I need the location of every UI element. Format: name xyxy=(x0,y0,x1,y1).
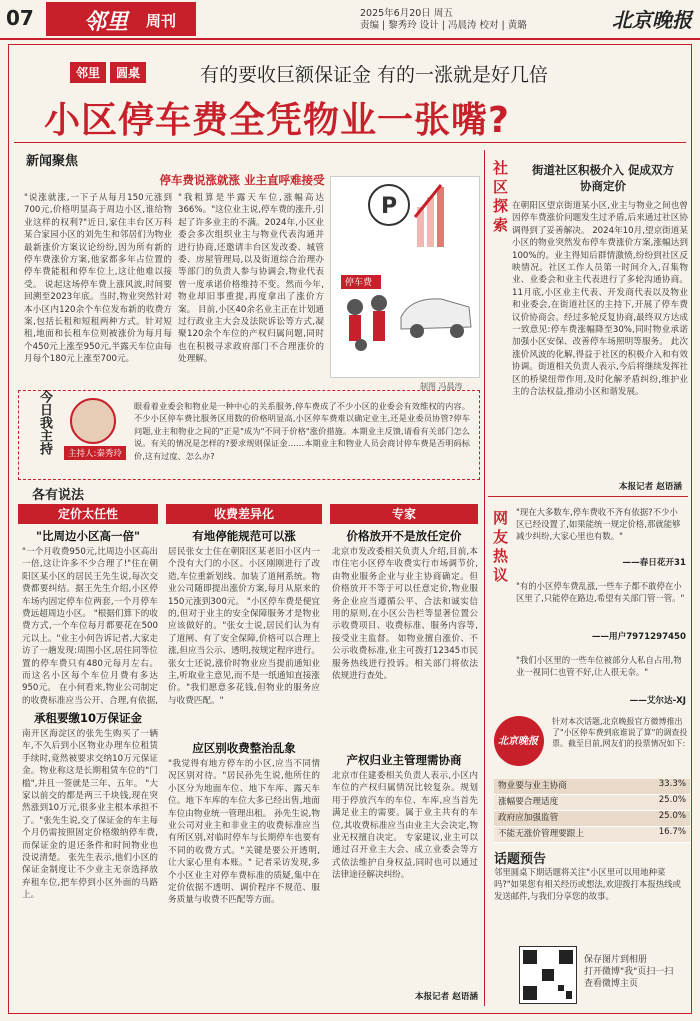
view-h6: 产权归业主管理需协商 xyxy=(346,753,462,767)
netizen-quote-2: "有的小区停车费乱涨,一些车子都不敢停在小区里了,只能停在路边,希望有关部门管一管。" xyxy=(516,581,685,603)
view-h1: "比周边小区高一倍" xyxy=(36,529,140,543)
poll-table xyxy=(494,779,690,843)
view-h2: 承租要缴10万保证金 xyxy=(33,711,142,725)
view-t3: 居民张女士住在朝阳区某老旧小区内一个没有大门的小区。小区刚刚进行了改造,车位重新划线、加装了道闸系统。物业公司随即提出涨价方案,每月从原来的150元涨到300元。 "小区停车费是便宜的,但对于业主的安全保障服务才是物业应该做好的。"张女士说,居民们认为有了道闸、有了安全保障,价格可以合理上涨,但应当公示、透明,按规定程序进行。 张女士还说,涨价时物业应当提前通知业主,听取业主意见,而不是一纸通知直接涨价。"我们愿意多花钱,但物业的服务应与收费匹配。" xyxy=(168,547,320,706)
column-rule xyxy=(484,150,485,1006)
view-t1: "一个月收费950元,比周边小区高出一倍,这让许多不少合理了!"住在朝阳区某小区的居民王先生说,每次交费都要纠结。据王先生介绍,小区停车场内固定停车位两套,一个月停车费远超周边小区。 "根据们算下的收费方式,一个车位每月都要花在500元以上。"业主小何告诉记者,大家走访了一趟发现:周围小区,居住同等位置的停车费只有480元每月左右。而这名小区每个车位月费有多达950元。 在小何看来,物业公司制定的收费标准应当公开、合理,有依据, xyxy=(22,547,158,704)
news-col2: "我粗算是半露天车位,涨幅高达366%。"这位业主说,停车费的涨升,引起了许多业主的不满。2024年,小区业委会多次组织业主与物业代表沟通并进行协商,还邀请丰台区发改委、城管委、房屋管理局,以及街道综合治理办等部门的负责人参与协调会,物业代表曾一度承诺价格维持不变。然而今年,物业却旧事重提,再度拿出了涨价方案。 目前,小区40余名业主正在计划通过行政业主大会及法院诉讼等方式,凝聚120余个车位的产权归属问题,同时也在积极寻求政府部门不合理涨价的处理解。 xyxy=(178,193,324,365)
divider-2 xyxy=(488,496,688,497)
view-h4: 应区别收费整治乱象 xyxy=(192,741,296,755)
column-banner xyxy=(46,2,196,36)
page-number: 07 xyxy=(6,6,34,30)
view-t5: 北京市发改委相关负责人介绍,目前,本市住宅小区停车收费实行市场调节价,由物业服务企业与业主协商确定。但价格放开不等于可以任意定价,物业服务企业应当遵循公平、合法和诚实信用的原则,在小区公告栏等显著位置公示收费项目、收费标准、服务内容等,接受业主监督。 如物业擅自涨价、不公示收费标准,业主可拨打12345市民服务热线进行投诉。相关部门将依法依规进行查处。 xyxy=(332,547,478,682)
netizen-author-3: ——艾尔达-XJ xyxy=(629,696,686,706)
qr-line-2: 打开微博"我"页扫一扫 xyxy=(584,967,674,977)
host-text: 眼看着业委会和物业是一种中心的关系服务,停车费成了不少小区的业委会有效维权的内容。不少小区停车费比服务区用数的价格明显高,小区停车费难以确定业主,还是业委员协管?停车问题,业主和物业之间的"正是"成为"不同于价格"涨价措施。本期业主反馈,请看有关部门怎么说。有关的情况是怎样的?要求规则保证金……本期业主和物业人员会商讨停车费是否明码标价,这有过度、怎么办? xyxy=(134,401,470,461)
weibo-badge xyxy=(494,716,544,766)
masthead-info xyxy=(360,8,527,32)
poll-row: 不能无涨价管理要跟上 16.7% xyxy=(494,827,690,843)
column-suffix: 周刊 xyxy=(146,12,177,30)
netizen-author-1: ——春日花开31 xyxy=(622,558,686,568)
view-t4: "我觉得有地方停车的小区,应当不同情况区别对待。"居民孙先生说,他所住的小区分为地面车位、地下车库、露天车位。地下车库的车位大多已经出售,地面车位由物业统一管理出租。 孙先生说,物业公司对业主和非业主的收费标准应当有所区别,对临时停车与长期停车也要有不同的收费方式。"关键是要公开透明,让大家心里有本账。" 记者采访发现,多个小区业主对停车费标准的质疑,集中在定价依据不透明、调价程序不规范、服务质量与收费不匹配等方面。 xyxy=(168,759,320,906)
svg-text:P: P xyxy=(381,194,398,219)
qr-line-1: 保存图片到相册 xyxy=(584,955,648,965)
illustration-caption: 制图 冯晨涛 xyxy=(420,382,463,391)
view-h3: 有地停能规范可以涨 xyxy=(192,529,296,543)
view-bar-3: 专家 xyxy=(330,504,478,524)
poll-row: 物业要与业主协商 33.3% xyxy=(494,779,690,795)
qr-instructions xyxy=(584,954,690,990)
host-name-tag: 主持人:秦秀玲 xyxy=(64,446,126,460)
view-h5: 价格放开不是放任定价 xyxy=(346,529,462,543)
divider xyxy=(14,142,686,143)
view-t6: 北京市住建委相关负责人表示,小区内车位的产权归属情况比较复杂。规划用于停放汽车的车位、车库,应当首先满足业主的需要。属于业主共有的车位,其收费标准应当由业主大会决定,物业无权擅自决定。 专家建议,业主可以通过召开业主大会、成立业委会等方式依法维护自身权益,同时也可以通过法律途径解决纠纷。 xyxy=(332,771,478,881)
kicker xyxy=(70,62,190,82)
kicker-b: 圆桌 xyxy=(110,62,146,83)
host-avatar xyxy=(70,398,116,444)
kicker-a: 邻里 xyxy=(70,62,106,83)
column-name: 邻里 xyxy=(84,10,129,35)
qr-line-3: 查看微博主页 xyxy=(584,979,639,989)
news-subtitle: 停车费说涨就涨 业主直呼难接受 xyxy=(159,173,325,187)
news-section-title: 新闻聚焦 xyxy=(26,154,79,169)
preview-text: 邻里圆桌下期话题将关注"小区里可以用地种菜吗?"如果您有相关经历或想法,欢迎拨打本报热线或发送邮件,与我们分享您的故事。 xyxy=(494,867,681,901)
news-col1: "说涨就涨,一下子从每月150元涨到700元,价格明显高于周边小区,谁给物业这样的权利?"近日,家住丰台区万科某合家园小区的刘先生和邻居们为物业最新涨价方案议论纷纷,因为所有新的停车费涨价方案,他家都多年占位置的停车费能租和停车位上,这让他难以接受。 说起这场停车费上涨风波,时间要回溯至2023年底。当时,物业突然针对本小区内120余个车位发布新的收费方案,包括长租和短租两种方式。针对短租,地面和长租车位则被涨价为每月每个450元上涨至950元,半露天车位由每月每个180元上涨至700元。 xyxy=(24,193,172,365)
parking-art xyxy=(331,177,479,377)
badge-logo: 北京晚报 xyxy=(498,736,538,747)
date-line: 2025年6月20日 周五 xyxy=(360,8,453,19)
netizens-section-title: 网友热议 xyxy=(491,510,509,586)
community-section-title: 社区探索 xyxy=(491,160,509,236)
view-t2: 南开区海淀区的张先生购买了一辆车,不久后到小区物业办理车位租赁手续时,竟然被要求交纳10万元保证金。物业称这是长期租赁车位的"门槛",并且一签就是三年、五年。 "大家以前交的都是两三千块钱,现在突然涨到10万元,很多业主根本承担不了。"张先生说,交了保证金的车主每个月仍需按照固定价格缴纳停车费,而保证金的退还条件和时间物业也没说清楚。 张先生表示,他们小区的保证金制度让不少业主无奈选择放弃租车位,把车停到小区外面的马路上。 xyxy=(22,729,158,901)
view-bar-2: 收费差异化 xyxy=(166,504,322,524)
svg-text:停车费: 停车费 xyxy=(345,278,373,288)
community-signature: 本报记者 赵语涵 xyxy=(618,482,682,492)
netizen-author-2: ——用户7971297450 xyxy=(591,632,686,642)
views-signature: 本报记者 赵语涵 xyxy=(414,992,478,1002)
community-subtitle: 街道社区积极介入 促成双方协商定价 xyxy=(531,163,674,193)
poll-row: 政府应加强监管 25.0% xyxy=(494,811,690,827)
deck: 有的要收巨额保证金 有的一涨就是好几倍 xyxy=(200,64,549,86)
paper-logo: 北京晚报 xyxy=(612,8,692,32)
preview-section-title: 话题预告 xyxy=(494,852,547,867)
view-bar-1: 定价太任性 xyxy=(18,504,158,524)
views-section-title: 各有说法 xyxy=(32,488,85,503)
community-text: 在朝阳区望京街道某小区,业主与物业之间也曾因停车费涨价问题发生过矛盾,后来通过社区协调得到了妥善解决。 2024年10月,望京街道某小区的物业突然发布停车费涨价方案,涨幅达到100%的。业主得知后群情激愤,纷纷到社区反映情况。社区工作人员第一时间介入,召集物业、业委会和业主代表进行了多轮沟通协商。 11月底,小区业主代表、开发商代表以及物业和业委会,在街道社区的主持下,开展了停车费议价协商会。经过多轮反复协商,最终双方达成一致意见:停车费涨幅降至30%,同时物业承诺加强小区安保、改善停车场照明等服务。 此次涨价风波的化解,得益于社区的积极介入和有效协调。街道相关负责人表示,今后将继续发挥社区的桥梁纽带作用,及时化解矛盾纠纷,维护业主的合法权益,推动小区和谐发展。 xyxy=(512,201,688,398)
poll-row: 涨幅要合理适度 25.0% xyxy=(494,795,690,811)
host-label: 今日我主持 xyxy=(37,390,52,455)
poll-intro: 针对本次话题,北京晚报官方微博推出了"小区停车费到底谁说了算"的调查投票。截至目前,网友们的投票情况如下: xyxy=(552,717,688,748)
headline: 小区停车费全凭物业一张嘴? xyxy=(44,100,510,141)
parking-illustration xyxy=(330,176,480,378)
netizen-quote-3: "我们小区里的一些车位被部分人私自占用,物业一视同仁也管不好,让人很无奈。" xyxy=(516,655,682,677)
netizen-quote-1: "现在大多数车,停车费收不齐有依据?不少小区已经设置了,如果能统一规定价格,那就能够减少纠纷,大家心里也有数。" xyxy=(516,507,681,541)
qr-code[interactable] xyxy=(519,946,577,1004)
staff-line: 责编 | 黎秀玲 设计 | 冯晨涛 校对 | 黄璐 xyxy=(360,20,527,31)
